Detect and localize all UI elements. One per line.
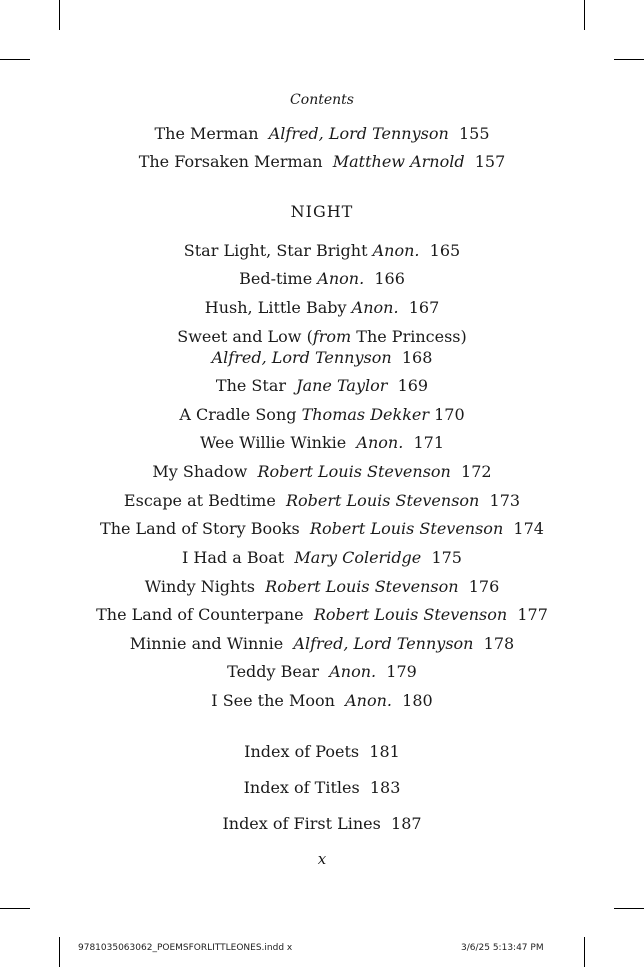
entry-title: Teddy Bear	[227, 662, 320, 681]
toc-entry[interactable]	[0, 577, 644, 597]
entry-title: Escape at Bedtime	[123, 491, 276, 510]
entry-author: Alfred, Lord Tennyson	[211, 348, 392, 367]
entry-title: The Forsaken Merman	[138, 152, 323, 171]
crop-mark-left-upper	[0, 59, 30, 60]
entry-title: The Land of Story Books	[100, 519, 300, 538]
entry-page: 171	[413, 433, 444, 452]
entry-author: Anon.	[329, 662, 377, 681]
entry-page: 169	[397, 376, 429, 395]
crop-mark-left-lower	[0, 908, 30, 909]
entry-author: Jane Taylor	[296, 376, 388, 395]
index-title: Index of First Lines	[222, 814, 381, 833]
toc-entry[interactable]	[0, 327, 644, 347]
crop-mark-bottom-left	[59, 937, 60, 967]
toc-entry[interactable]	[0, 462, 644, 482]
entry-title: Windy Nights	[144, 577, 255, 596]
toc-entry-continuation[interactable]	[0, 348, 644, 368]
entry-author: Robert Louis Stevenson	[257, 462, 451, 481]
entry-page: 172	[461, 462, 492, 481]
index-entry[interactable]	[0, 778, 644, 798]
entry-page: 176	[468, 577, 500, 596]
toc-entry[interactable]	[0, 376, 644, 396]
crop-mark-top-left	[59, 0, 60, 30]
index-page: 183	[369, 778, 401, 797]
toc-entry[interactable]	[0, 691, 644, 711]
entry-title: I Had a Boat	[182, 548, 285, 567]
toc-entry[interactable]	[0, 605, 644, 625]
index-entry[interactable]	[0, 742, 644, 762]
entry-author: Robert Louis Stevenson	[265, 577, 459, 596]
toc-entry[interactable]	[0, 269, 644, 289]
entry-title: Star Light, Star Bright	[183, 241, 368, 260]
entry-title: The Land of Counterpane	[96, 605, 304, 624]
entry-title-from: from	[312, 327, 352, 346]
entry-page: 178	[483, 634, 515, 653]
entry-page: 179	[386, 662, 417, 681]
entry-page: 168	[401, 348, 433, 367]
entry-title-suffix: The Princess)	[351, 327, 467, 346]
crop-mark-right-upper	[614, 59, 644, 60]
entry-title: Hush, Little Baby	[204, 298, 347, 317]
toc-entry[interactable]	[0, 548, 644, 568]
entry-author: Anon.	[372, 241, 420, 260]
entry-author: Robert Louis Stevenson	[313, 605, 508, 624]
toc-entry[interactable]	[0, 241, 644, 261]
toc-entry[interactable]	[0, 519, 644, 539]
crop-mark-right-lower	[614, 908, 644, 909]
toc-entry[interactable]	[0, 662, 644, 682]
entry-page: 155	[458, 124, 490, 143]
entry-author: Robert Louis Stevenson	[286, 491, 480, 510]
entry-author: Alfred, Lord Tennyson	[293, 634, 474, 653]
entry-page: 165	[429, 241, 461, 260]
entry-title: My Shadow	[152, 462, 248, 481]
entry-author: Anon.	[345, 691, 392, 710]
entry-page: 175	[431, 548, 462, 567]
crop-mark-bottom-right	[584, 937, 585, 967]
entry-author: Robert Louis Stevenson	[309, 519, 504, 538]
entry-title: The Star	[215, 376, 286, 395]
index-title: Index of Titles	[243, 778, 360, 797]
entry-page: 180	[402, 691, 433, 710]
entry-title: Wee Willie Winkie	[200, 433, 347, 452]
toc-entry[interactable]	[0, 298, 644, 318]
slug-timestamp: 3/6/25 5:13:47 PM	[461, 943, 544, 953]
entry-page: 173	[489, 491, 521, 510]
entry-page: 157	[474, 152, 506, 171]
index-page: 187	[391, 814, 422, 833]
toc-entry[interactable]	[0, 491, 644, 511]
entry-author: Matthew Arnold	[332, 152, 465, 171]
toc-entry[interactable]	[0, 152, 644, 172]
toc-entry[interactable]	[0, 405, 644, 425]
page-folio: x	[317, 850, 327, 868]
index-page: 181	[369, 742, 400, 761]
entry-title: Minnie and Winnie	[129, 634, 284, 653]
entry-page: 177	[517, 605, 548, 624]
section-heading-night: NIGHT	[290, 202, 354, 221]
running-head: Contents	[290, 92, 354, 108]
index-entry[interactable]	[0, 814, 644, 834]
entry-author: Anon.	[356, 433, 404, 452]
entry-page: 167	[408, 298, 440, 317]
entry-page: 166	[374, 269, 405, 288]
crop-mark-top-right	[584, 0, 585, 30]
entry-title: I See the Moon	[211, 691, 335, 710]
entry-author: Thomas Dekker	[301, 405, 429, 424]
index-title: Index of Poets	[244, 742, 360, 761]
toc-entry[interactable]	[0, 124, 644, 144]
entry-author: Mary Coleridge	[294, 548, 422, 567]
entry-title-prefix: Sweet and Low (	[177, 327, 313, 346]
entry-author: Anon.	[317, 269, 365, 288]
entry-page: 170	[434, 405, 465, 424]
toc-entry[interactable]	[0, 634, 644, 654]
entry-title: Bed-time	[239, 269, 313, 288]
entry-page: 174	[513, 519, 544, 538]
entry-title: The Merman	[154, 124, 259, 143]
slug-filename: 9781035063062_POEMSFORLITTLEONES.indd x	[78, 943, 293, 953]
entry-author: Alfred, Lord Tennyson	[268, 124, 449, 143]
toc-entry[interactable]	[0, 433, 644, 453]
entry-title: A Cradle Song	[179, 405, 297, 424]
entry-author: Anon.	[351, 298, 399, 317]
